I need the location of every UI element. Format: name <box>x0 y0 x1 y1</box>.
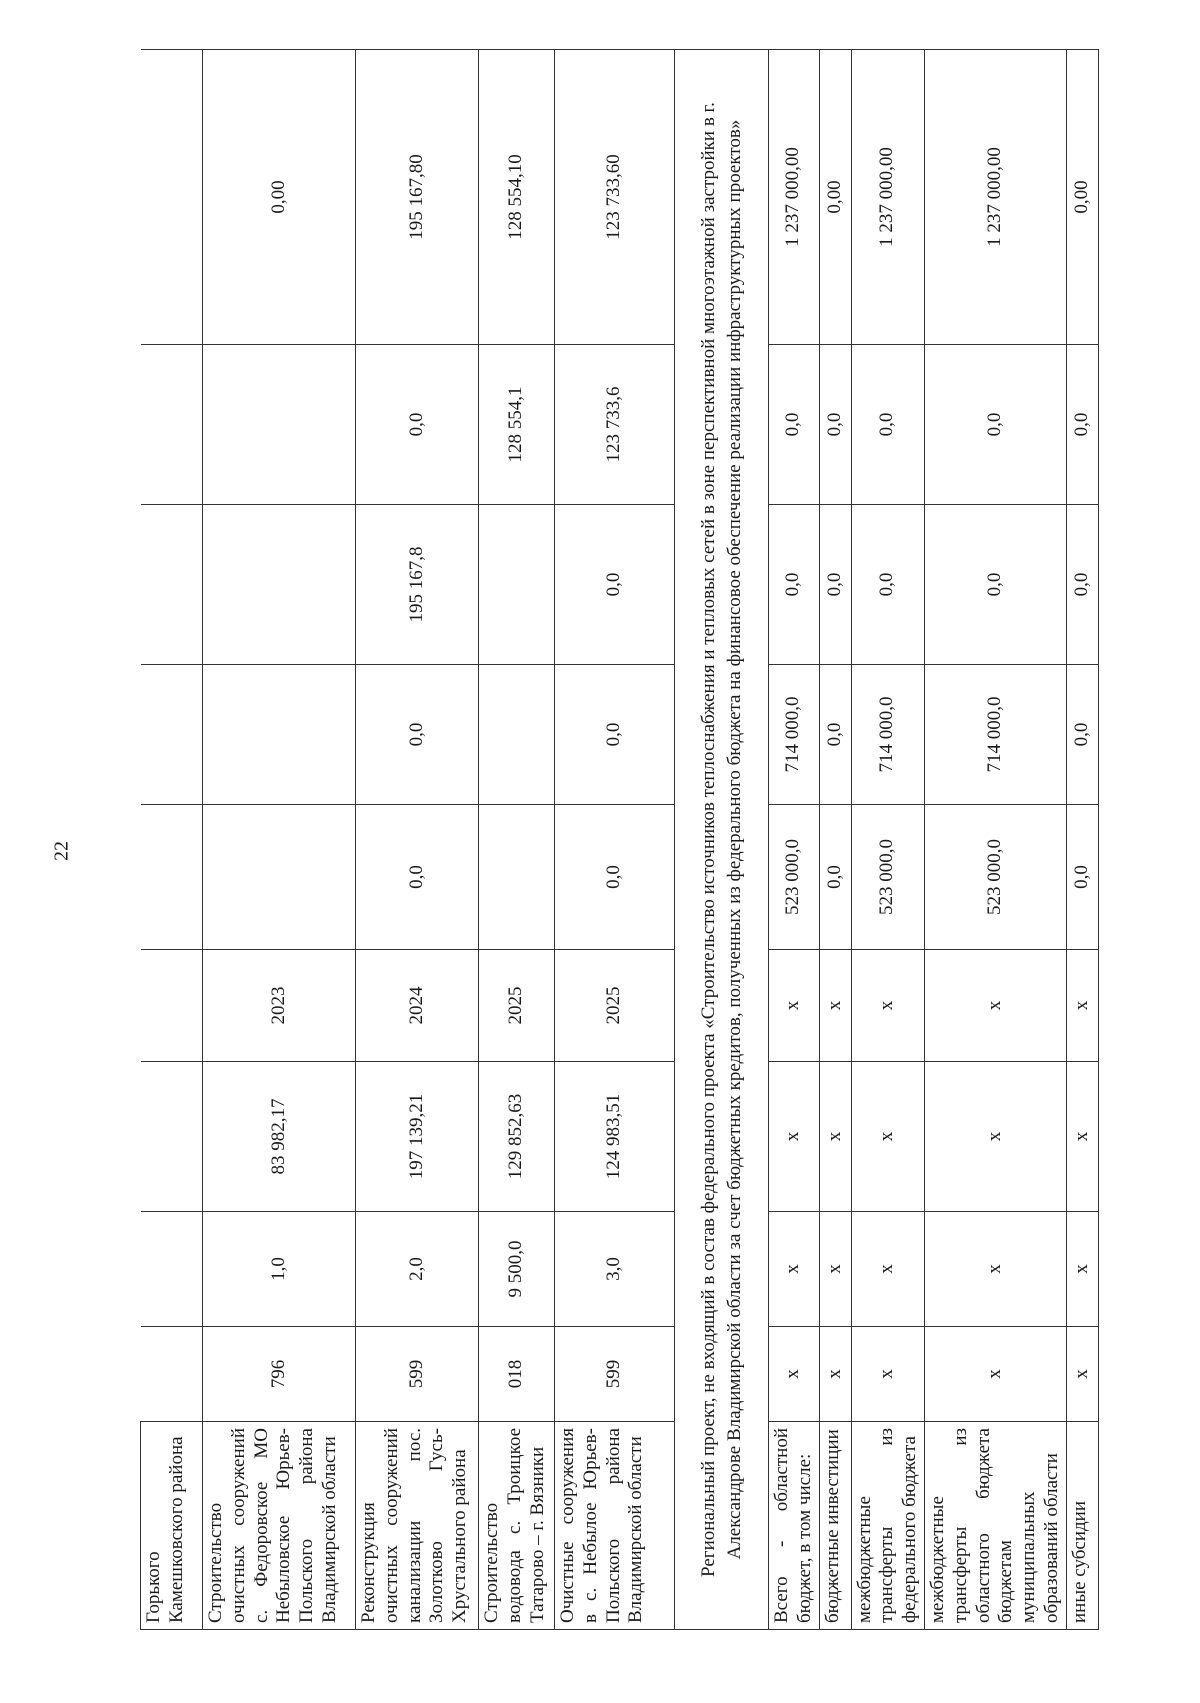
year-cell: x <box>851 950 924 1062</box>
table-row <box>1066 50 1098 1630</box>
object-name-cell: Строительство водовода с. Троицкое Татарово – г. Вязники <box>479 1422 555 1630</box>
year-cell: x <box>819 950 851 1062</box>
table-row <box>555 50 675 1630</box>
value-cell: 0,0 <box>769 345 820 505</box>
code-cell: 599 <box>356 1327 479 1422</box>
value-cell: 0,0 <box>851 505 924 665</box>
value-cell: 0,0 <box>819 345 851 505</box>
code-cell: 796 <box>203 1327 356 1422</box>
value-cell: 0,0 <box>555 505 675 665</box>
budget-table <box>140 49 1099 1630</box>
value-cell <box>203 805 356 950</box>
value-cell: 0,0 <box>1066 345 1098 505</box>
value-cell: 0,0 <box>819 805 851 950</box>
value-cell: 195 167,8 <box>356 505 479 665</box>
value-cell: 0,0 <box>356 345 479 505</box>
year-cell <box>141 950 203 1062</box>
budget-name-cell: межбюджетные трансферты из областного бюджета бюджетам муниципальных образований области <box>924 1422 1066 1630</box>
capacity-cell: 2,0 <box>356 1212 479 1327</box>
value-cell: 0,0 <box>1066 505 1098 665</box>
code-cell: x <box>1066 1327 1098 1422</box>
total-cell: 0,00 <box>1066 50 1098 345</box>
budget-name-cell: межбюджетные трансферты из федерального бюджета <box>851 1422 924 1630</box>
capacity-cell: x <box>819 1212 851 1327</box>
total-cell: 195 167,80 <box>356 50 479 345</box>
object-name-cell: Горького Камешковского района <box>141 1422 203 1630</box>
value-cell <box>141 665 203 805</box>
value-cell: 523 000,0 <box>851 805 924 950</box>
value-cell: 0,0 <box>819 505 851 665</box>
value-cell: 0,0 <box>555 665 675 805</box>
code-cell: 599 <box>555 1327 675 1422</box>
capacity-cell: x <box>1066 1212 1098 1327</box>
cost-cell: x <box>924 1062 1066 1212</box>
regional-project-heading: Региональный проект, не входящий в состав федерального проекта «Строительство источников теплоснабжения и тепловых сетей в зоне перспективной многоэтажной застройки в г. Александрове Владимирской области за счет бюджетных кредитов, полученных из федерального бюджета на финансовое обеспечение реализации инфраструктурных проектов» <box>675 50 769 1630</box>
rotated-table-container <box>140 50 1140 1630</box>
year-cell: 2025 <box>479 950 555 1062</box>
table-row <box>924 50 1066 1630</box>
value-cell <box>203 665 356 805</box>
section-row <box>675 50 769 1630</box>
value-cell: 128 554,1 <box>479 345 555 505</box>
total-cell <box>141 50 203 345</box>
value-cell <box>141 345 203 505</box>
cost-cell <box>141 1062 203 1212</box>
capacity-cell: 3,0 <box>555 1212 675 1327</box>
value-cell: 0,0 <box>356 665 479 805</box>
year-cell: 2024 <box>356 950 479 1062</box>
capacity-cell: 1,0 <box>203 1212 356 1327</box>
code-cell: x <box>924 1327 1066 1422</box>
value-cell: 0,0 <box>356 805 479 950</box>
year-cell: x <box>769 950 820 1062</box>
capacity-cell: 9 500,0 <box>479 1212 555 1327</box>
total-cell: 0,00 <box>819 50 851 345</box>
value-cell: 0,0 <box>769 505 820 665</box>
value-cell <box>203 505 356 665</box>
table-row <box>851 50 924 1630</box>
cost-cell: 83 982,17 <box>203 1062 356 1212</box>
budget-name-cell: бюджетные инвестиции <box>819 1422 851 1630</box>
table-row <box>141 50 203 1630</box>
capacity-cell: x <box>851 1212 924 1327</box>
value-cell: 0,0 <box>924 345 1066 505</box>
table-row <box>479 50 555 1630</box>
total-cell: 123 733,60 <box>555 50 675 345</box>
year-cell: x <box>1066 950 1098 1062</box>
value-cell: 523 000,0 <box>924 805 1066 950</box>
cost-cell: 124 983,51 <box>555 1062 675 1212</box>
cost-cell: x <box>851 1062 924 1212</box>
value-cell <box>479 805 555 950</box>
total-cell: 128 554,10 <box>479 50 555 345</box>
value-cell: 0,0 <box>851 345 924 505</box>
year-cell: 2023 <box>203 950 356 1062</box>
value-cell: 123 733,6 <box>555 345 675 505</box>
value-cell <box>203 345 356 505</box>
value-cell: 714 000,0 <box>851 665 924 805</box>
cost-cell: x <box>1066 1062 1098 1212</box>
total-cell: 1 237 000,00 <box>851 50 924 345</box>
value-cell <box>141 805 203 950</box>
code-cell: 018 <box>479 1327 555 1422</box>
cost-cell: x <box>819 1062 851 1212</box>
object-name-cell: Реконструкция очистных сооружений канализации пос. Золотково Гусь-Хрустального района <box>356 1422 479 1630</box>
value-cell <box>141 505 203 665</box>
year-cell: x <box>924 950 1066 1062</box>
value-cell: 0,0 <box>1066 665 1098 805</box>
table-row <box>203 50 356 1630</box>
value-cell: 0,0 <box>555 805 675 950</box>
total-cell: 0,00 <box>203 50 356 345</box>
value-cell: 0,0 <box>1066 805 1098 950</box>
value-cell: 714 000,0 <box>924 665 1066 805</box>
code-cell: x <box>769 1327 820 1422</box>
budget-name-cell: Всего - областной бюджет, в том числе: <box>769 1422 820 1630</box>
value-cell <box>479 665 555 805</box>
object-name-cell: Строительство очистных сооружений с. Федоровское МО Небыловское Юрьев-Польского района Владимирской области <box>203 1422 356 1630</box>
value-cell: 0,0 <box>924 505 1066 665</box>
object-name-cell: Очистные сооружения в с. Небылое Юрьев-Польского района Владимирской области <box>555 1422 675 1630</box>
total-cell: 1 237 000,00 <box>769 50 820 345</box>
cost-cell: x <box>769 1062 820 1212</box>
cost-cell: 197 139,21 <box>356 1062 479 1212</box>
table-row <box>356 50 479 1630</box>
table-row <box>819 50 851 1630</box>
capacity-cell <box>141 1212 203 1327</box>
capacity-cell: x <box>769 1212 820 1327</box>
table-row <box>769 50 820 1630</box>
value-cell <box>479 505 555 665</box>
year-cell: 2025 <box>555 950 675 1062</box>
code-cell <box>141 1327 203 1422</box>
budget-name-cell: иные субсидии <box>1066 1422 1098 1630</box>
total-cell: 1 237 000,00 <box>924 50 1066 345</box>
cost-cell: 129 852,63 <box>479 1062 555 1212</box>
value-cell: 0,0 <box>819 665 851 805</box>
code-cell: x <box>851 1327 924 1422</box>
capacity-cell: x <box>924 1212 1066 1327</box>
code-cell: x <box>819 1327 851 1422</box>
value-cell: 523 000,0 <box>769 805 820 950</box>
page-number: 22 <box>50 841 73 861</box>
value-cell: 714 000,0 <box>769 665 820 805</box>
